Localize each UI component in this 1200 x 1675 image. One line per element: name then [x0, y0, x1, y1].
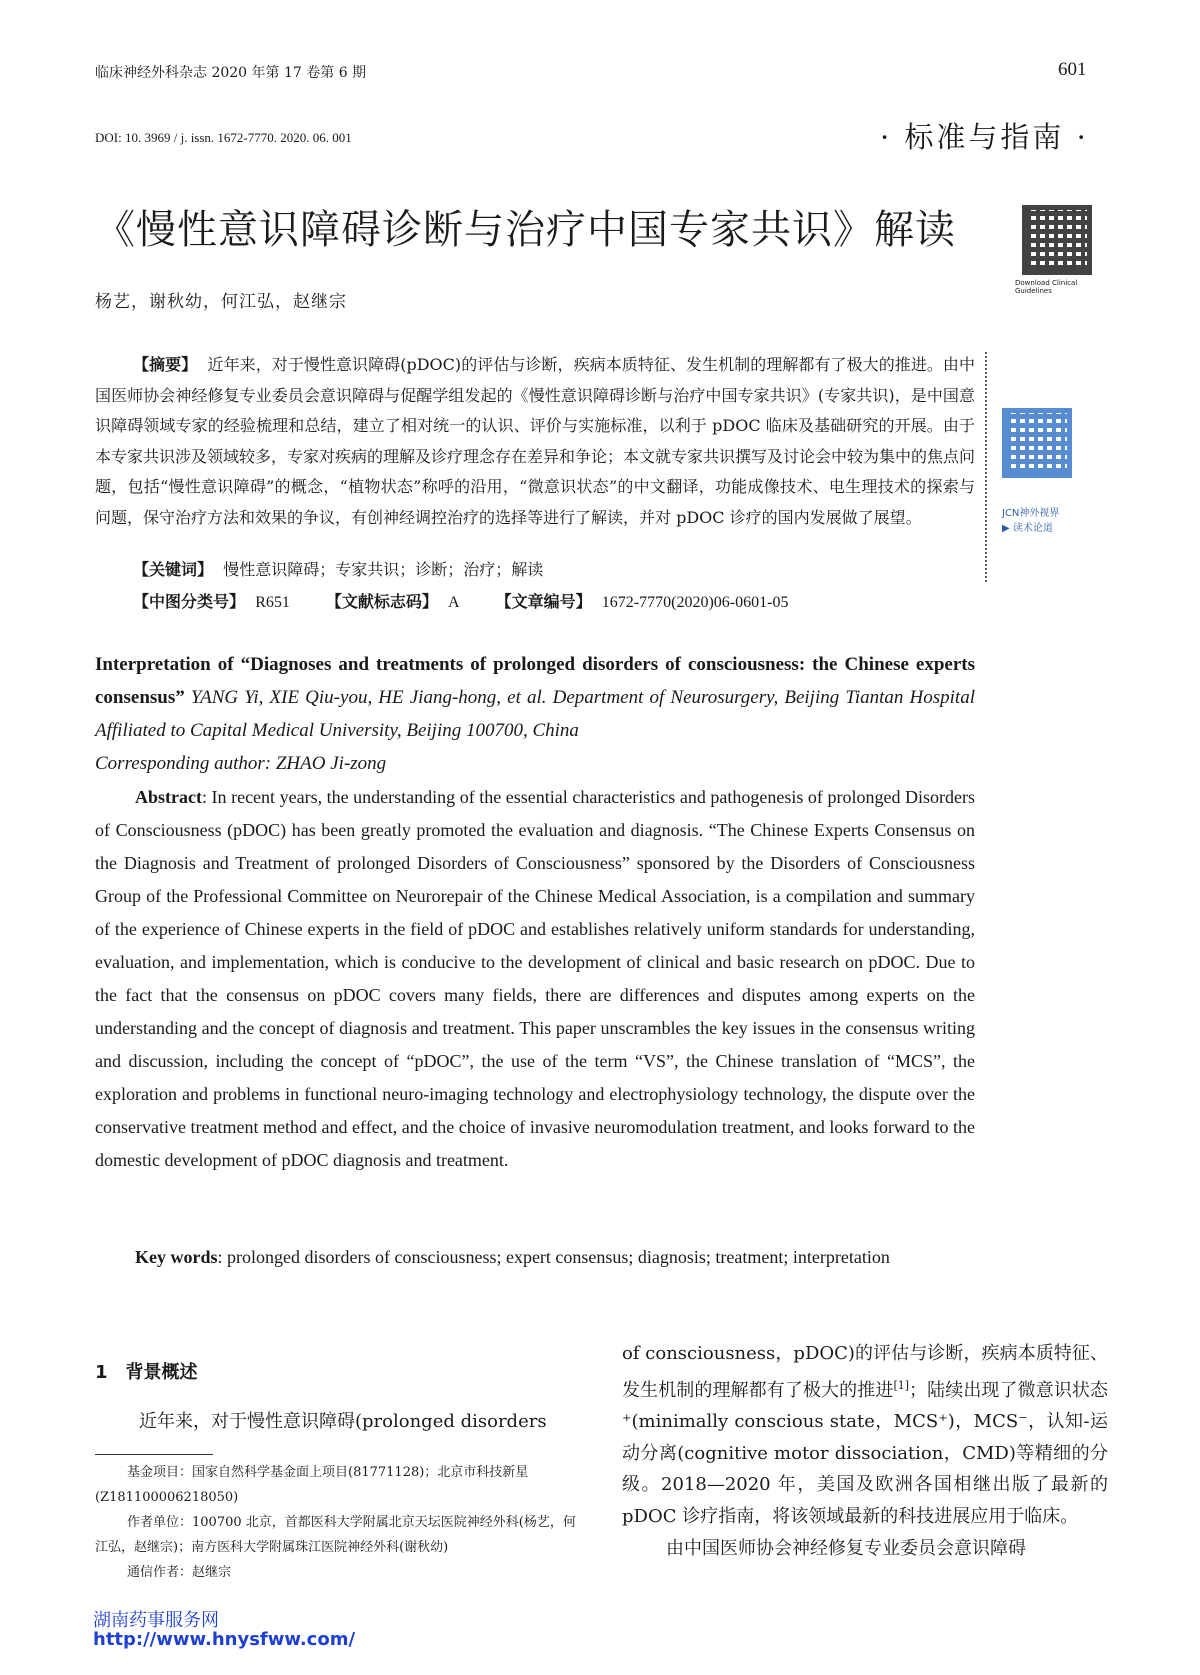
article-title: 《慢性意识障碍诊断与治疗中国专家共识》解读	[95, 207, 956, 253]
class-value: R651	[255, 594, 290, 611]
en-title: Interpretation of “Diagnoses and treatments of prolonged disorders of consciousness: the Chinese experts consensus”	[95, 654, 975, 708]
doi: DOI: 10. 3969 / j. issn. 1672-7770. 2020. 06. 001	[95, 130, 352, 145]
en-abstract-text: : In recent years, the understanding of the essential characteristics and pathogenesis of prolonged Disorders of Consciousness (pDOC) has been greatly promoted the evaluation and diagnosis. “The Chinese Experts Consensus on the Diagnosis and Treatment of prolonged Disorders of Consciousness” sponsored by the Disorders of Consciousness Group of the Professional Committee on Neurorepair of the Chinese Medical Association, is a compilation and summary of the experience of Chinese experts in the field of pDOC and establishes relatively uniform standards for understanding, evaluation, and implementation, which is conducive to the development of clinical and basic research on pDOC. Due to the fact that the consensus on pDOC covers many fields, there are differences and disputes among experts on the understanding and the concept of diagnosis and treatment. This paper unscrambles the key issues in the consensus writing and discussion, including the concept of “pDOC”, the use of the term “VS”, the Chinese translation of “MCS”, the exploration and problems in functional neuro-imaging technology and electrophysiology technology, the dispute over the conservative treatment method and effect, and the choice of invasive neuromodulation treatment, and looks forward to the domestic development of pDOC diagnosis and treatment.	[95, 787, 975, 1170]
page-number: 601	[1058, 59, 1087, 80]
dotted-divider	[985, 352, 987, 582]
cn-abstract-label: 【摘要】	[133, 355, 198, 374]
cn-classification	[133, 589, 788, 612]
cn-abstract	[95, 350, 975, 533]
watermark-name: 湖南药事服务网	[93, 1610, 219, 1631]
body-text-cont: ；陆续出现了微意识状态⁺(minimally conscious state，MCS⁺)，MCS⁻，认知-运动分离(cognitive motor dissociation，CMD)等精细的分级。2018—2020 年，美国及欧洲各国相继出版了最新的 pDOC 诊疗指南，将该领域最新的科技进展应用于临床。	[622, 1379, 1109, 1527]
doc-label: 【文献标志码】	[325, 592, 438, 611]
footnote-corresponding: 通信作者：赵继宗	[127, 1565, 232, 1580]
doc-value: A	[448, 594, 460, 611]
class-label: 【中图分类号】	[133, 592, 246, 611]
section-label: · 标准与指南 ·	[880, 120, 1089, 154]
body-paragraph-left: 近年来，对于慢性意识障碍(prolonged disorders	[139, 1411, 547, 1432]
en-keywords	[95, 1241, 975, 1274]
authors: 杨艺，谢秋幼，何江弘，赵继宗	[95, 292, 347, 312]
body-text: of consciousness，pDOC)的评估与诊断，疾病本质特征、发生机制的理解都有了极大的推进	[622, 1343, 1108, 1401]
citation-ref[interactable]: [1]	[893, 1378, 910, 1392]
wechat-qr-code-icon	[1002, 408, 1072, 478]
qr-caption: Download Clinical Guidelines	[1015, 279, 1078, 295]
section-heading: 1 背景概述	[95, 1362, 198, 1383]
en-keywords-label: Key words	[135, 1247, 218, 1267]
article-number-label: 【文章编号】	[495, 592, 592, 611]
cn-keywords	[133, 557, 543, 580]
qr-side-caption: JCN神外视界	[1002, 508, 1060, 519]
article-number-value: 1672-7770(2020)06-0601-05	[601, 594, 789, 611]
body-column-right	[622, 1338, 1108, 1564]
body-paragraph-right-1	[622, 1338, 1108, 1533]
footnote-affiliation: 作者单位：100700 北京，首都医科大学附属北京天坛医院神经外科(杨艺，何江弘，赵继宗)；南方医科大学附属珠江医院神经外科(谢秋幼)	[95, 1515, 576, 1555]
en-authors-affiliation: YANG Yi, XIE Qiu-you, HE Jiang-hong, et al. Department of Neurosurgery, Beijing Tiantan Hospital Affiliated to Capital Medical University, Beijing 100700, China	[95, 687, 975, 741]
footnote-fund: 基金项目：国家自然科学基金面上项目(81771128)；北京市科技新星(Z181100006218050)	[95, 1465, 529, 1505]
cn-abstract-text: 近年来，对于慢性意识障碍(pDOC)的评估与诊断，疾病本质特征、发生机制的理解都有了极大的推进。由中国医师协会神经修复专业委员会意识障碍与促醒学组发起的《慢性意识障碍诊断与治疗中国专家共识》(专家共识)，是中国意识障碍领域专家的经验梳理和总结，建立了相对统一的认识、评价与实施标准，以利于 pDOC 临床及基础研究的开展。由于本专家共识涉及领域较多，专家对疾病的理解及诊疗理念存在差异和争论；本文就专家共识撰写及讨论会中较为集中的焦点问题，包括“慢性意识障碍”的概念，“植物状态”称呼的沿用，“微意识状态”的中文翻译，功能成像技术、电生理技术的探索与问题，保守治疗方法和效果的争议，有创神经调控治疗的选择等进行了解读，并对 pDOC 诊疗的国内发展做了展望。	[95, 355, 976, 527]
watermark-url[interactable]: http://www.hnysfww.com/	[93, 1629, 356, 1650]
en-keywords-text: : prolonged disorders of consciousness; expert consensus; diagnosis; treatment; interpretation	[217, 1247, 890, 1267]
cn-keywords-text: 慢性意识障碍；专家共识；诊断；治疗；解读	[223, 560, 544, 579]
qr-side-caption-2: ▶ 读术论道	[1002, 523, 1053, 534]
en-corresponding: Corresponding author: ZHAO Ji-zong	[95, 753, 387, 774]
cn-keywords-label: 【关键词】	[133, 560, 214, 579]
qr-code-icon	[1022, 205, 1092, 275]
journal-header: 临床神经外科杂志 2020 年第 17 卷第 6 期	[95, 65, 367, 81]
footnotes	[95, 1460, 580, 1585]
en-abstract	[95, 781, 975, 1177]
footnote-rule	[95, 1454, 213, 1455]
en-abstract-label: Abstract	[135, 787, 202, 807]
en-title-block	[95, 648, 975, 780]
body-paragraph-right-2: 由中国医师协会神经修复专业委员会意识障碍	[666, 1537, 1026, 1559]
